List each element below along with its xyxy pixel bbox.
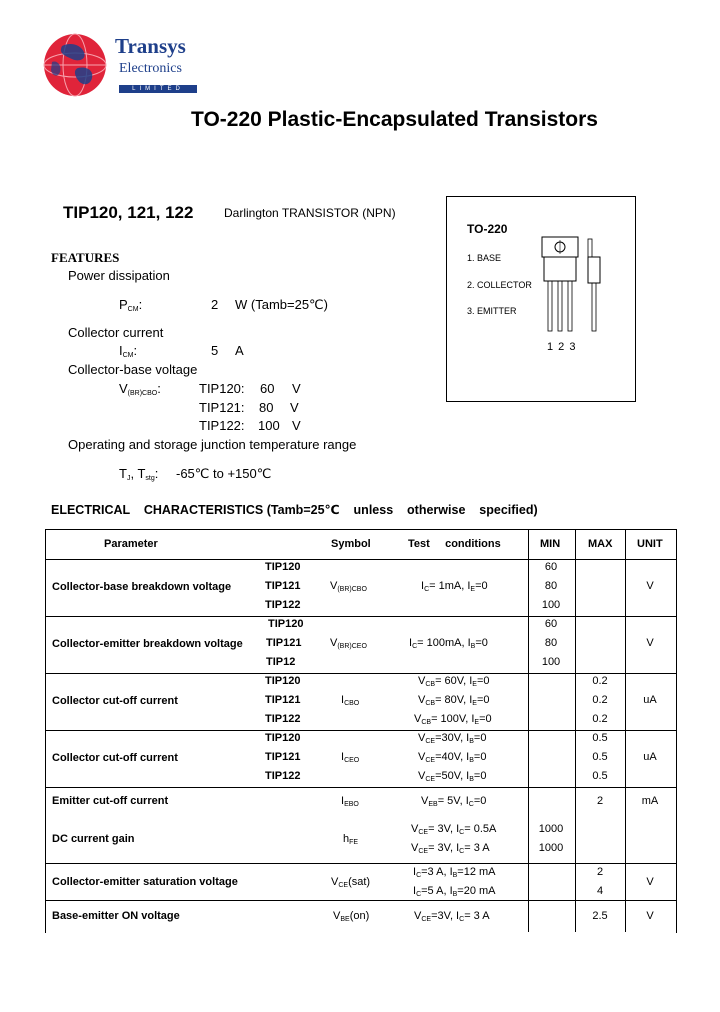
row-max: 0.5 <box>592 770 608 782</box>
collector-current-label: Collector current <box>68 325 164 340</box>
row-test-condition: $I_C=3$ A, $I_B=12$ mA <box>413 866 496 879</box>
pcm-value: 2 <box>211 297 219 312</box>
table-divider <box>45 559 676 560</box>
row-part: TIP120 <box>265 561 301 573</box>
header-test-conditions: Test conditions <box>408 538 501 550</box>
header-unit: UNIT <box>637 538 663 550</box>
row-parameter: Collector cut-off current <box>52 752 178 764</box>
power-dissipation-label: Power dissipation <box>68 268 170 283</box>
row-test-condition: $V_{CE}=30V$, $I_B=0$ <box>418 732 487 745</box>
row-test-condition: $V_{EB}= 5V$, $I_C=0$ <box>421 795 487 808</box>
row-part: TIP120 <box>268 618 304 630</box>
row-test-condition: $I_C= 100mA$, $I_B=0$ <box>409 637 488 650</box>
row-max: 0.5 <box>592 732 608 744</box>
electrical-characteristics-title: ELECTRICAL CHARACTERISTICS (Tamb=25℃ unless otherwise specified) <box>51 503 538 517</box>
pin-numbers: 1 2 3 <box>547 341 577 353</box>
logo-company-name: Transys <box>115 34 186 58</box>
to220-package-drawing <box>538 235 612 335</box>
row-max: 0.2 <box>592 675 608 687</box>
row-max: 2.5 <box>592 910 608 922</box>
row-symbol: $V_{(BR)CEO}$ <box>330 637 367 650</box>
row-unit: uA <box>643 694 657 706</box>
part-description: Darlington TRANSISTOR (NPN) <box>224 206 396 220</box>
row-max: 0.5 <box>592 751 608 763</box>
row-symbol: $h_{FE}$ <box>343 833 359 846</box>
row-test-condition: $V_{CB}= 80V$, $I_E=0$ <box>418 694 490 707</box>
row-unit: V <box>646 876 654 888</box>
table-divider <box>45 787 676 788</box>
pin-label: 3. EMITTER <box>467 306 517 316</box>
pcm-symbol: $P_{CM}$: <box>119 297 143 313</box>
row-unit: V <box>646 637 654 649</box>
row-part: TIP121 <box>265 751 301 763</box>
features-heading: FEATURES <box>51 250 120 265</box>
header-max: MAX <box>588 538 613 550</box>
row-test-condition: $V_{CE}=3V$, $I_C= 3$ A <box>414 910 490 923</box>
row-min: 60 <box>544 618 558 630</box>
vbr-part: TIP120: <box>199 381 245 396</box>
temperature-range-value: -65℃ to +150℃ <box>176 466 272 481</box>
row-min: 1000 <box>538 842 564 854</box>
icm-value: 5 <box>211 343 219 358</box>
row-unit: uA <box>643 751 657 763</box>
company-logo-globe <box>42 32 108 98</box>
table-divider <box>45 730 676 731</box>
part-numbers: TIP120, 121, 122 <box>63 203 194 222</box>
table-divider <box>45 863 676 864</box>
pin-label: 1. BASE <box>467 253 502 263</box>
row-parameter: DC current gain <box>52 833 135 845</box>
row-part: TIP121 <box>266 637 302 649</box>
table-divider <box>45 616 676 617</box>
row-test-condition: $V_{CE}= 3V$, $I_C= 0.5A$ <box>411 823 497 836</box>
row-max: 2 <box>596 866 604 878</box>
row-part: TIP120 <box>265 732 301 744</box>
icm-unit: A <box>235 343 244 358</box>
tj-tstg-symbol: $T_J$, $T_{stg}$: <box>119 466 159 482</box>
row-max: 0.2 <box>592 713 608 725</box>
row-min: 1000 <box>538 823 564 835</box>
vbr-value: 60 <box>260 381 275 396</box>
package-name: TO-220 <box>467 222 508 236</box>
vbr-value: 80 <box>259 400 274 415</box>
row-max: 2 <box>596 795 604 807</box>
logo-company-subtitle: Electronics <box>119 61 182 76</box>
row-test-condition: $V_{CE}= 3V$, $I_C= 3$ A <box>411 842 490 855</box>
vbr-part: TIP121: <box>199 400 245 415</box>
document-title: TO-220 Plastic-Encapsulated Transistors <box>191 108 598 131</box>
row-part: TIP122 <box>265 770 301 782</box>
row-part: TIP120 <box>265 675 301 687</box>
row-symbol: $V_{BE}(on)$ <box>333 910 370 923</box>
vbr-symbol: $V_{(BR)CBO}$: <box>119 381 161 397</box>
row-test-condition: $V_{CE}=40V$, $I_B=0$ <box>418 751 487 764</box>
header-parameter: Parameter <box>104 538 158 550</box>
row-symbol: $V_{(BR)CBO}$ <box>330 580 367 593</box>
row-unit: mA <box>641 795 659 807</box>
row-parameter: Collector cut-off current <box>52 695 178 707</box>
vbr-unit: V <box>292 381 301 396</box>
row-test-condition: $I_C= 1mA$, $I_E=0$ <box>421 580 488 593</box>
row-symbol: $V_{CE}(sat)$ <box>331 876 371 889</box>
row-part: TIP122 <box>265 599 301 611</box>
collector-base-voltage-label: Collector-base voltage <box>68 362 198 377</box>
header-symbol: Symbol <box>331 538 371 550</box>
row-part: TIP12 <box>266 656 296 668</box>
row-min: 80 <box>544 637 558 649</box>
row-max: 4 <box>596 885 604 897</box>
vbr-unit: V <box>290 400 299 415</box>
table-divider <box>45 900 676 901</box>
row-test-condition: $V_{CB}= 60V$, $I_E=0$ <box>418 675 490 688</box>
vbr-part: TIP122: <box>199 418 245 433</box>
row-symbol: $I_{EBO}$ <box>341 795 359 808</box>
vbr-unit: V <box>292 418 301 433</box>
row-part: TIP122 <box>265 713 301 725</box>
row-unit: V <box>646 580 654 592</box>
row-min: 80 <box>544 580 558 592</box>
row-parameter: Emitter cut-off current <box>52 795 169 807</box>
vbr-value: 100 <box>258 418 280 433</box>
row-parameter: Collector-base breakdown voltage <box>52 581 232 593</box>
row-unit: V <box>646 910 654 922</box>
logo-limited-tag: LIMITED <box>119 85 197 93</box>
row-test-condition: $V_{CB}= 100V$, $I_E=0$ <box>414 713 492 726</box>
row-parameter: Collector-emitter breakdown voltage <box>52 638 243 650</box>
row-min: 60 <box>544 561 558 573</box>
table-divider <box>45 673 676 674</box>
pin-label: 2. COLLECTOR <box>467 280 532 290</box>
pcm-unit: W (Tamb=25℃) <box>235 297 328 312</box>
row-symbol: $I_{CEO}$ <box>341 751 360 764</box>
row-test-condition: $I_C=5$ A, $I_B=20$ mA <box>413 885 496 898</box>
icm-symbol: $I_{CM}$: <box>119 343 138 359</box>
temperature-range-label: Operating and storage junction temperature range <box>68 437 357 452</box>
row-max: 0.2 <box>592 694 608 706</box>
row-part: TIP121 <box>265 580 301 592</box>
row-min: 100 <box>541 656 561 668</box>
header-min: MIN <box>540 538 561 550</box>
row-symbol: $I_{CBO}$ <box>341 694 360 707</box>
row-parameter: Collector-emitter saturation voltage <box>52 876 238 888</box>
row-parameter: Base-emitter ON voltage <box>52 910 180 922</box>
row-test-condition: $V_{CE}=50V$, $I_B=0$ <box>418 770 487 783</box>
row-part: TIP121 <box>265 694 301 706</box>
row-min: 100 <box>541 599 561 611</box>
